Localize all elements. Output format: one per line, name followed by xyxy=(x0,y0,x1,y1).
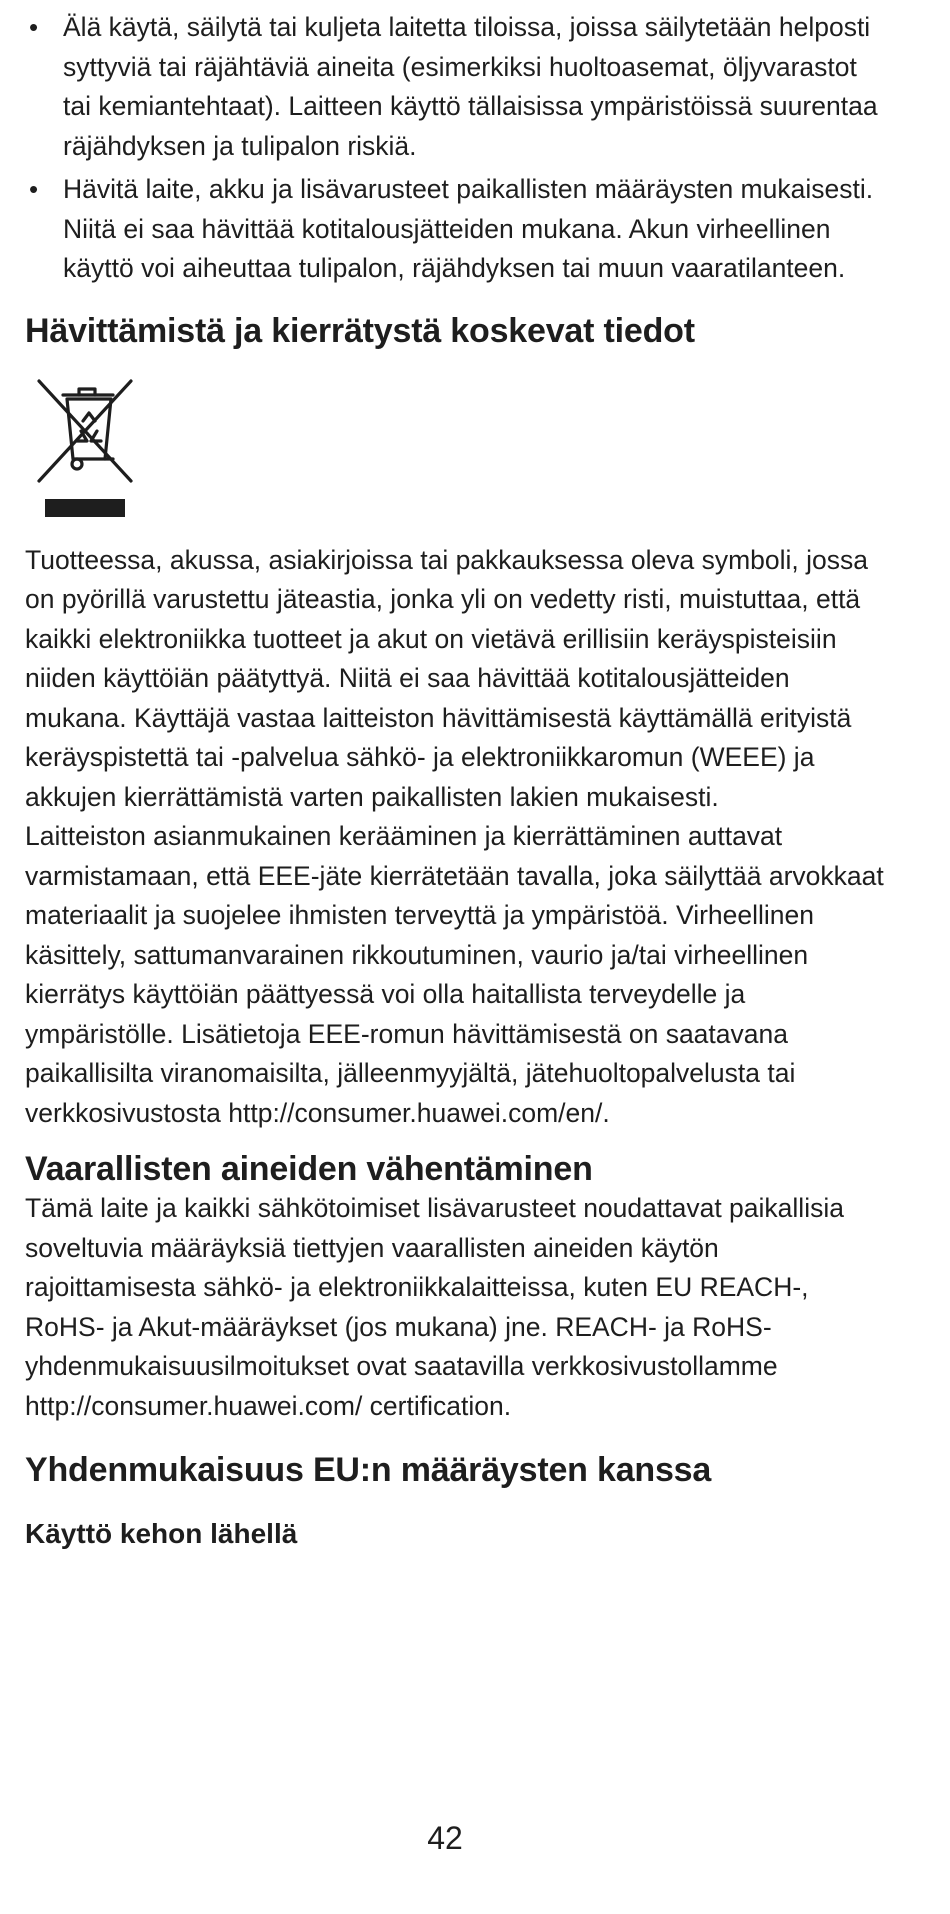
bullet-icon: • xyxy=(29,174,39,204)
hazardous-substances-paragraph: Tämä laite ja kaikki sähkötoimiset lisävarusteet noudattavat paikallisia soveltuvia määräyksiä tiettyjen vaarallisten aineiden käytön rajoittamisesta sähkö- ja elektroniikkalaitteissa, kuten EU REACH-, RoHS- ja Akut-määräykset (jos mukana) jne. REACH- ja RoHS-yhdenmukaisuusilmoitukset ovat saatavilla verkkosivustollamme http://consumer.huawei.com/ certification. xyxy=(25,1193,844,1421)
page-content xyxy=(25,8,885,1552)
safety-bullet-list xyxy=(25,8,885,289)
eu-compliance-heading: Yhdenmukaisuus EU:n määräysten kanssa xyxy=(25,1451,712,1489)
bullet-text: Älä käytä, säilytä tai kuljeta laitetta tiloissa, joissa säilytetään helposti syttyviä tai räjähtäviä aineita (esimerkiksi huoltoasemat, öljyvarastot tai kemiantehtaat). Laitteen käyttö tällaisissa ympäristöissä suurentaa räjähdyksen ja tulipalon riskiä. xyxy=(63,12,878,161)
hazardous-substances-heading: Vaarallisten aineiden vähentäminen xyxy=(25,1150,593,1188)
bullet-item xyxy=(25,170,885,289)
disposal-paragraph: Tuotteessa, akussa, asiakirjoissa tai pakkauksessa oleva symboli, jossa on pyörillä varustettu jäteastia, jonka yli on vedetty risti, muistuttaa, että kaikki elektroniikka tuotteet ja akut on vietävä erillisiin keräyspisteisiin niiden käyttöiän päätyttyä. Niitä ei saa hävittää kotitalousjätteiden mukana. Käyttäjä vastaa laitteiston hävittämisestä käyttämällä erityistä keräyspistettä tai -palvelua sähkö- ja elektroniikkaromun (WEEE) ja akkujen kierrättämistä varten paikallisten lakien mukaisesti. xyxy=(25,544,868,812)
crossed-out-wheelie-bin-icon xyxy=(33,375,137,519)
bullet-text: Hävitä laite, akku ja lisävarusteet paikallisten määräysten mukaisesti. Niitä ei saa hävittää kotitalousjätteiden mukana. Akun virheellinen käyttö voi aiheuttaa tulipalon, räjähdyksen tai muun vaaratilanteen. xyxy=(63,174,874,283)
body-worn-subheading: Käyttö kehon lähellä xyxy=(25,1518,298,1549)
bullet-icon: • xyxy=(29,12,39,42)
page-number: 42 xyxy=(427,1820,463,1856)
disposal-heading: Hävittämistä ja kierrätystä koskevat tiedot xyxy=(25,311,695,350)
bullet-item xyxy=(25,8,885,166)
disposal-paragraph-2: Laitteiston asianmukainen kerääminen ja kierrättäminen auttavat varmistamaan, että EEE-jäte kierrätetään tavalla, joka säilyttää arvokkaat materiaalit ja suojelee ihmisten terveyttä ja ympäristöä. Virheellinen käsittely, sattumanvarainen rikkoutuminen, vaurio ja/tai virheellinen kierrätys käyttöiän päättyessä voi olla haitallista terveydelle ja ympäristölle. Lisätietoja EEE-romun hävittämisestä on saatavana paikallisilta viranomaisilta, jälleenmyyjältä, jätehuoltopalvelusta tai verkkosivustosta http://consumer.huawei.com/en/. xyxy=(25,821,884,1128)
